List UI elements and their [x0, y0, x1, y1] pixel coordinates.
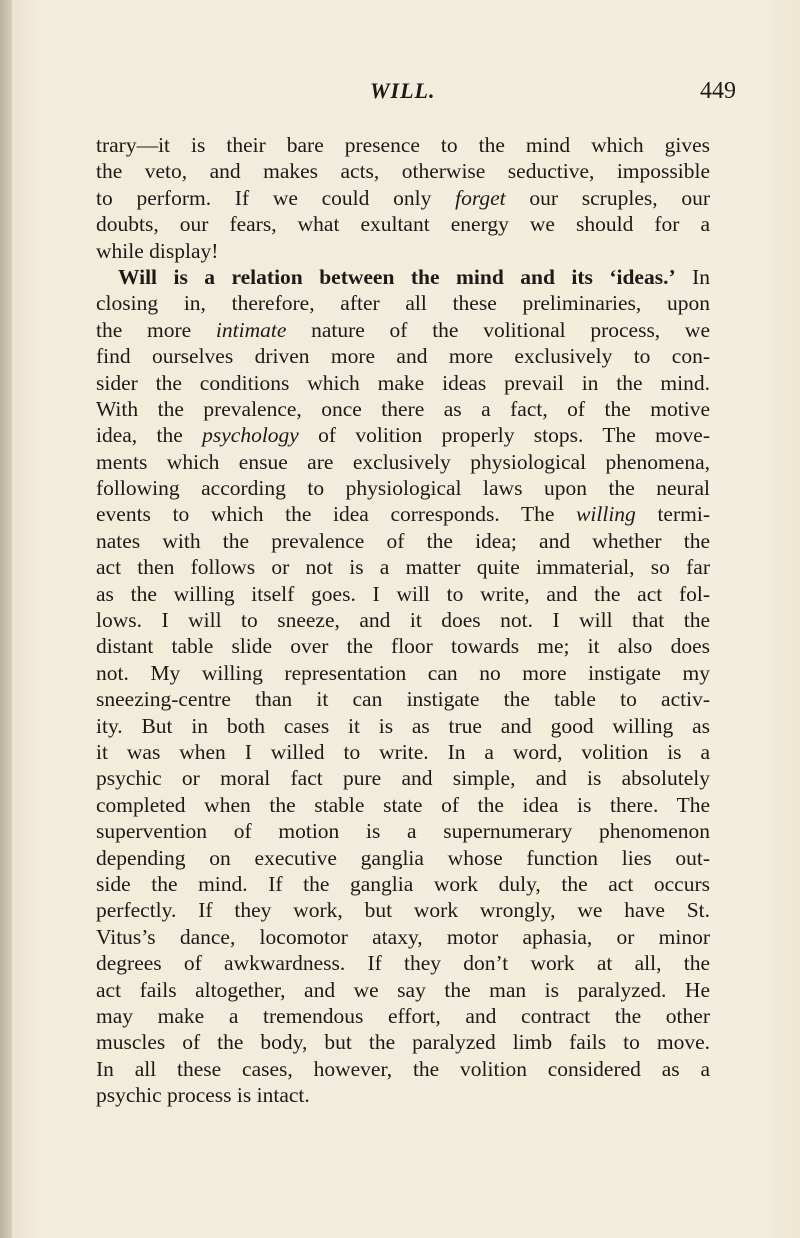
text-run: while display!: [96, 238, 219, 263]
text-line: [96, 475, 710, 501]
text-line: [96, 449, 710, 475]
text-line: [96, 528, 710, 554]
text-run: muscles of the body, but the paralyzed limb fails to move.: [96, 1030, 710, 1055]
text-line: [96, 739, 710, 765]
page-binding-edge: [0, 0, 12, 1238]
text-run: perfectly. If they work, but work wrongly, we have St.: [96, 898, 710, 923]
text-line: [96, 1003, 710, 1029]
text-line: [96, 897, 710, 923]
text-line: [96, 633, 710, 659]
text-line: [96, 1029, 710, 1055]
page-number: 449: [700, 78, 736, 104]
text-run: act then follows or not is a matter quite immaterial, so far: [96, 555, 710, 580]
text-line: [96, 660, 710, 686]
text-line: [96, 554, 710, 580]
text-run: it was when I willed to write. In a word, volition is a: [96, 739, 710, 764]
text-run: Vitus’s dance, locomotor ataxy, motor aphasia, or minor: [96, 924, 710, 949]
text-line: [96, 501, 710, 527]
text-run: act fails altogether, and we say the man is paralyzed. He: [96, 977, 710, 1002]
text-line: [96, 871, 710, 897]
text-run: ity. But in both cases it is as true and good willing as: [96, 713, 710, 738]
text-line: [96, 713, 710, 739]
text-line: [96, 396, 710, 422]
text-line: [96, 845, 710, 871]
emphasis-text: willing: [576, 502, 636, 527]
text-line: [96, 1082, 710, 1108]
text-run: psychic process is intact.: [96, 1083, 310, 1108]
text-line: [96, 792, 710, 818]
text-line: [96, 343, 710, 369]
running-head-title: WILL.: [370, 78, 436, 103]
text-run: side the mind. If the ganglia work duly, the act occurs: [96, 871, 710, 896]
text-run: events to which the idea corresponds. The: [96, 502, 577, 527]
text-run: lows. I will to sneeze, and it does not. I will that the: [96, 608, 710, 633]
text-line: [96, 238, 710, 264]
text-run: to perform. If we could only: [96, 185, 456, 210]
text-run: find ourselves driven more and more exclusively to con-: [96, 344, 710, 369]
text-run: doubts, our fears, what exultant energy we should for a: [96, 212, 710, 237]
text-line: [96, 924, 710, 950]
text-run: nature of the volitional process, we: [286, 317, 710, 342]
emphasis-text: psychology: [202, 423, 299, 448]
text-run: as the willing itself goes. I will to write, and the act fol-: [96, 581, 710, 606]
text-line: [96, 317, 710, 343]
text-run: depending on executive ganglia whose function lies out-: [96, 845, 710, 870]
emphasis-text: forget: [455, 185, 506, 210]
text-run: sider the conditions which make ideas prevail in the mind.: [96, 370, 710, 395]
text-run: following according to physiological laws upon the neural: [96, 476, 710, 501]
text-run: distant table slide over the floor towards me; it also does: [96, 634, 710, 659]
text-run: closing in, therefore, after all these preliminaries, upon: [96, 291, 710, 316]
text-line: [96, 686, 710, 712]
text-run: trary—it is their bare presence to the mind which gives: [96, 133, 710, 157]
text-run: supervention of motion is a supernumerary phenomenon: [96, 819, 710, 844]
text-line: [96, 581, 710, 607]
text-run: nates with the prevalence of the idea; and whether the: [96, 528, 710, 553]
text-line: [96, 607, 710, 633]
text-line: [96, 422, 710, 448]
text-line: [96, 211, 710, 237]
text-line: [96, 765, 710, 791]
text-run: the more: [96, 317, 216, 342]
section-heading: Will is a relation between the mind and its ‘ideas.’: [118, 264, 676, 289]
text-run: the veto, and makes acts, otherwise seductive, impossible: [96, 159, 710, 184]
text-run: With the prevalence, once there as a fact, of the motive: [96, 396, 710, 421]
text-run: termi-: [635, 502, 710, 527]
text-line: [96, 132, 710, 158]
text-run: ments which ensue are exclusively physiological phenomena,: [96, 449, 710, 474]
text-line: [96, 977, 710, 1003]
text-line: [96, 185, 710, 211]
text-line: [96, 158, 710, 184]
text-run: In: [675, 264, 710, 289]
text-line: [96, 370, 710, 396]
text-run: not. My willing representation can no more instigate my: [96, 660, 710, 685]
emphasis-text: intimate: [215, 317, 287, 342]
text-line: [96, 818, 710, 844]
text-run: idea, the: [96, 423, 203, 448]
text-run: our scruples, our: [505, 185, 710, 210]
running-head: [0, 78, 800, 118]
text-run: may make a tremendous effort, and contract the other: [96, 1003, 710, 1028]
text-line: [96, 264, 710, 290]
text-line: [96, 290, 710, 316]
text-run: of volition properly stops. The move-: [298, 423, 711, 448]
text-line: [96, 1056, 710, 1082]
text-run: sneezing-centre than it can instigate the table to activ-: [96, 687, 710, 712]
text-run: psychic or moral fact pure and simple, and is absolutely: [96, 766, 710, 791]
text-run: completed when the stable state of the idea is there. The: [96, 792, 710, 817]
text-line: [96, 950, 710, 976]
text-run: degrees of awkwardness. If they don’t work at all, the: [96, 951, 710, 976]
text-run: In all these cases, however, the volition considered as a: [96, 1056, 710, 1081]
body-text: [96, 132, 710, 1108]
